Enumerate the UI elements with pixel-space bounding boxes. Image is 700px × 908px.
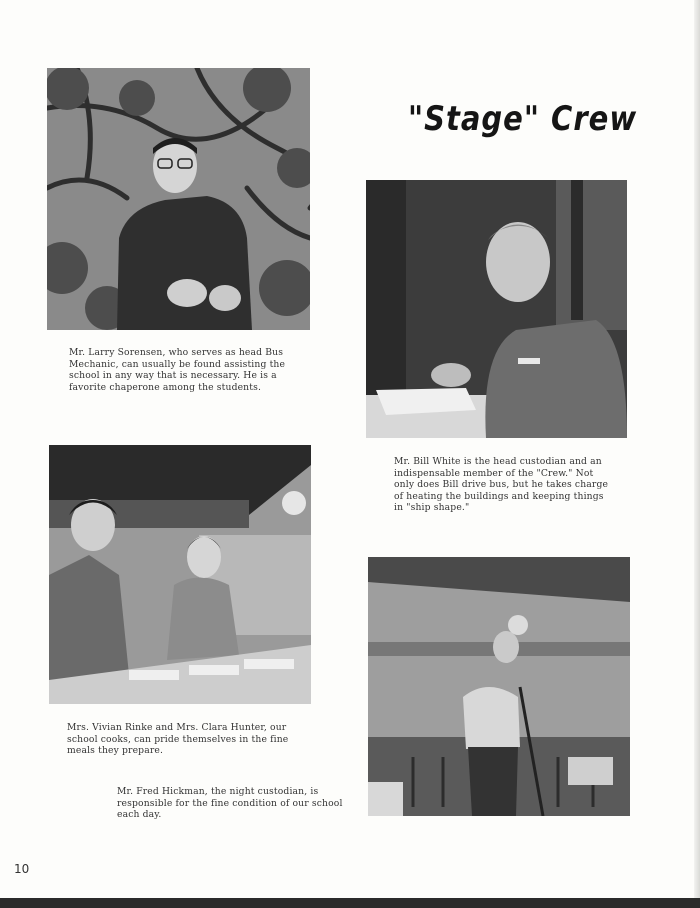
bottom-edge-bar — [0, 898, 700, 908]
page-edge-shadow — [694, 0, 700, 898]
caption-fred-hickman: Mr. Fred Hickman, the night custodian, is responsible for the fine condition of our school each day. — [117, 786, 343, 821]
hickman-photo-illustration — [368, 557, 630, 816]
white-photo-illustration — [366, 180, 627, 438]
page-number: 10 — [14, 862, 30, 876]
photo-fred-hickman — [368, 557, 630, 816]
page-title: "Stage" Crew — [408, 98, 638, 139]
caption-larry-sorensen: Mr. Larry Sorensen, who serves as head Bus Mechanic, can usually be found assisting the school in any way that is necessary. He is a favorite chaperone among the students. — [69, 347, 286, 393]
cooks-photo-illustration — [49, 445, 311, 704]
photo-bill-white — [366, 180, 627, 438]
caption-school-cooks: Mrs. Vivian Rinke and Mrs. Clara Hunter, our school cooks, can pride themselves in the fine meals they prepare. — [67, 722, 289, 757]
caption-bill-white: Mr. Bill White is the head custodian and an indispensable member of the "Crew." Not only does Bill drive bus, but he takes charge of heating the buildings and keeping things in "ship shape." — [394, 456, 609, 514]
sorensen-photo-illustration — [47, 68, 310, 330]
photo-larry-sorensen — [47, 68, 310, 330]
photo-school-cooks — [49, 445, 311, 704]
